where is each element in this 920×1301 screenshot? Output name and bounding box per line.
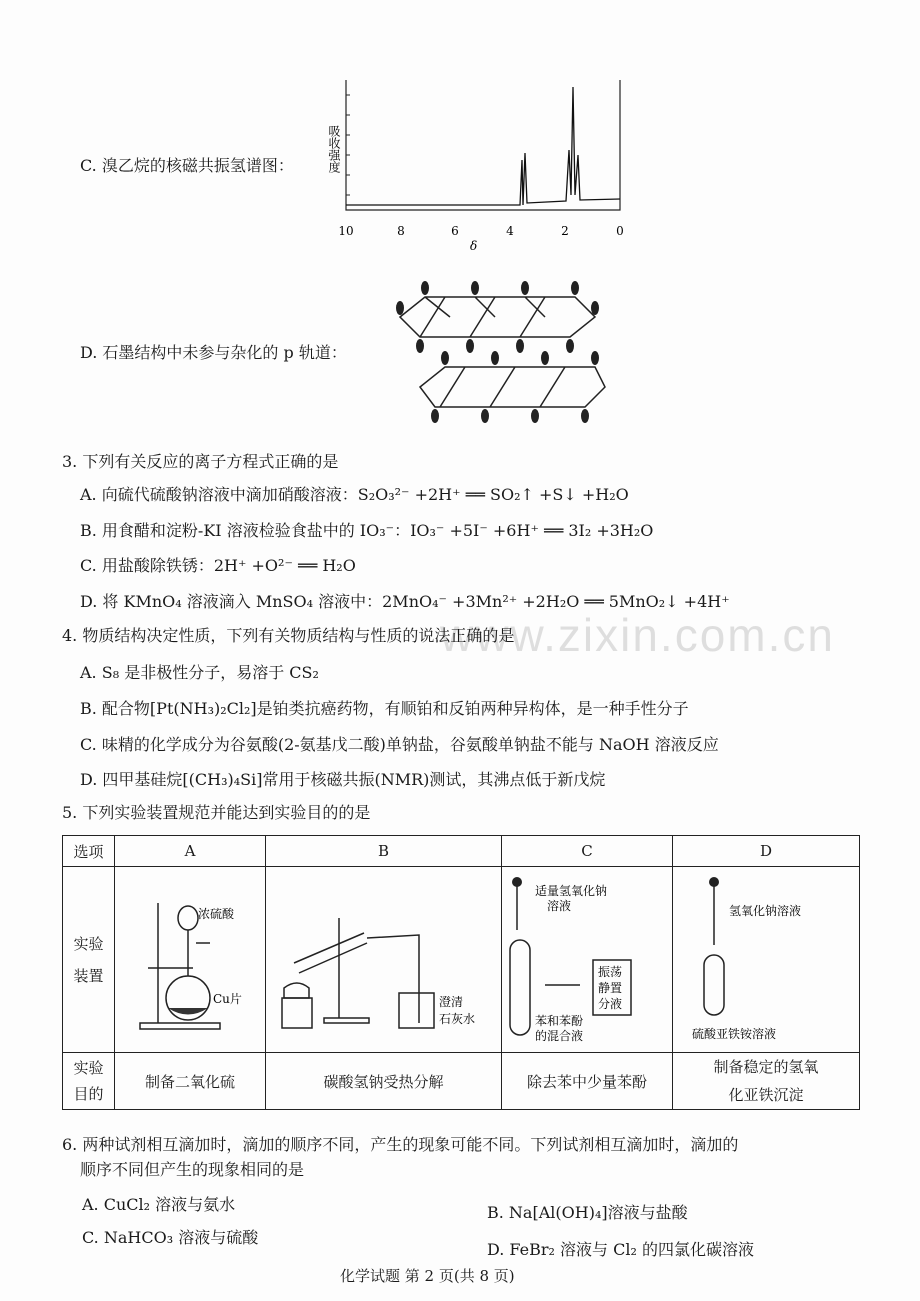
svg-text:硫酸亚铁铵溶液: 硫酸亚铁铵溶液 (691, 1027, 776, 1041)
nmr-tick: 2 (561, 224, 569, 238)
header-a: A (115, 836, 266, 867)
so2-apparatus (118, 873, 263, 1043)
graphite-p-orbitals (385, 262, 610, 427)
q4-stem: 4. 物质结构决定性质，下列有关物质结构与性质的说法正确的是 (62, 626, 515, 645)
feoh2-apparatus (674, 870, 859, 1045)
nmr-xlabel: δ (470, 239, 478, 253)
q3-option-d: D. 将 KMnO₄ 溶液滴入 MnSO₄ 溶液中：2MnO₄⁻ +3Mn²⁺ +2H₂O ══ 5MnO₂↓ +4H⁺ (80, 592, 730, 611)
page-footer: 化学试题 第 2 页(共 8 页) (340, 1267, 515, 1285)
header-c: C (502, 836, 673, 867)
nmr-ylabel: 吸收强度 (327, 125, 341, 173)
svg-text:Cu片: Cu片 (212, 991, 242, 1006)
svg-text:氢氧化钠溶液: 氢氧化钠溶液 (728, 904, 801, 918)
nmr-peaks (346, 87, 620, 205)
q4-option-d: D. 四甲基硅烷[(CH₃)₄Si]常用于核磁共振(NMR)测试，其沸点低于新戊烷 (80, 770, 606, 789)
nmr-tick: 0 (616, 224, 624, 238)
nmr-tick: 10 (338, 224, 354, 238)
svg-text:的混合液: 的混合液 (534, 1029, 583, 1043)
q5-table (62, 835, 860, 1110)
q6-option-d: D. FeBr₂ 溶液与 Cl₂ 的四氯化碳溶液 (487, 1240, 754, 1259)
apparatus-a (115, 867, 266, 1053)
apparatus-c (502, 867, 673, 1053)
q6-stem-line2: 顺序不同但产生的现象相同的是 (80, 1160, 305, 1179)
q3-option-a: A. 向硫代硫酸钠溶液中滴加硝酸溶液：S₂O₃²⁻ +2H⁺ ══ SO₂↑ +S↓ +H₂O (80, 485, 629, 504)
q4-option-a: A. S₈ 是非极性分子，易溶于 CS₂ (80, 663, 319, 682)
purpose-c: 除去苯中少量苯酚 (502, 1053, 673, 1110)
watermark: www.zixin.com.cn (440, 609, 835, 661)
q2-option-c: C. 溴乙烷的核磁共振氢谱图： (80, 156, 294, 175)
purpose-a: 制备二氧化硫 (115, 1053, 266, 1110)
q5-stem: 5. 下列实验装置规范并能达到实验目的的是 (62, 803, 371, 822)
row-purpose-label: 实验目的 (63, 1053, 115, 1110)
header-d: D (673, 836, 860, 867)
header-b: B (266, 836, 502, 867)
svg-text:分液: 分液 (597, 997, 622, 1011)
q4-option-c: C. 味精的化学成分为谷氨酸(2-氨基戊二酸)单钠盐，谷氨酸单钠盐不能与 NaOH 溶液反应 (80, 735, 719, 754)
q3-stem: 3. 下列有关反应的离子方程式正确的是 (62, 452, 339, 471)
q3-option-b: B. 用食醋和淀粉-KI 溶液检验食盐中的 IO₃⁻：IO₃⁻ +5I⁻ +6H⁺ ══ 3I₂ +3H₂O (80, 521, 654, 540)
nmr-spectrum (320, 75, 630, 255)
apparatus-b (266, 867, 502, 1053)
q4-option-b: B. 配合物[Pt(NH₃)₂Cl₂]是铂类抗癌药物，有顺铂和反铂两种异构体，是一种手性分子 (80, 699, 689, 718)
svg-text:澄清: 澄清 (438, 994, 463, 1009)
nmr-tick: 8 (397, 224, 405, 238)
nmr-tick: 4 (506, 224, 514, 238)
svg-text:溶液: 溶液 (546, 899, 571, 913)
svg-text:适量氢氧化钠: 适量氢氧化钠 (534, 884, 607, 898)
svg-text:静置: 静置 (597, 981, 622, 995)
q2-option-d: D. 石墨结构中未参与杂化的 p 轨道： (80, 343, 347, 362)
apparatus-d (673, 867, 860, 1053)
svg-text:石灰水: 石灰水 (438, 1011, 475, 1026)
purpose-d: 制备稳定的氢氧化亚铁沉淀 (673, 1053, 860, 1110)
q6-option-a: A. CuCl₂ 溶液与氨水 (82, 1195, 236, 1214)
purpose-b: 碳酸氢钠受热分解 (266, 1053, 502, 1110)
phenol-separation-apparatus (505, 870, 670, 1045)
nahco3-apparatus (269, 873, 499, 1043)
header-option: 选项 (63, 836, 115, 867)
svg-text:浓硫酸: 浓硫酸 (197, 906, 234, 921)
q6-stem-line1: 6. 两种试剂相互滴加时，滴加的顺序不同，产生的现象可能不同。下列试剂相互滴加时，滴加的 (62, 1135, 739, 1154)
nmr-tick: 6 (451, 224, 459, 238)
q6-option-b: B. Na[Al(OH)₄]溶液与盐酸 (487, 1203, 688, 1222)
q3-option-c: C. 用盐酸除铁锈：2H⁺ +O²⁻ ══ H₂O (80, 556, 356, 575)
svg-text:苯和苯酚: 苯和苯酚 (534, 1014, 583, 1028)
svg-text:振荡: 振荡 (597, 965, 622, 979)
row-apparatus-label: 实验装置 (63, 867, 115, 1053)
q6-option-c: C. NaHCO₃ 溶液与硫酸 (82, 1228, 259, 1247)
